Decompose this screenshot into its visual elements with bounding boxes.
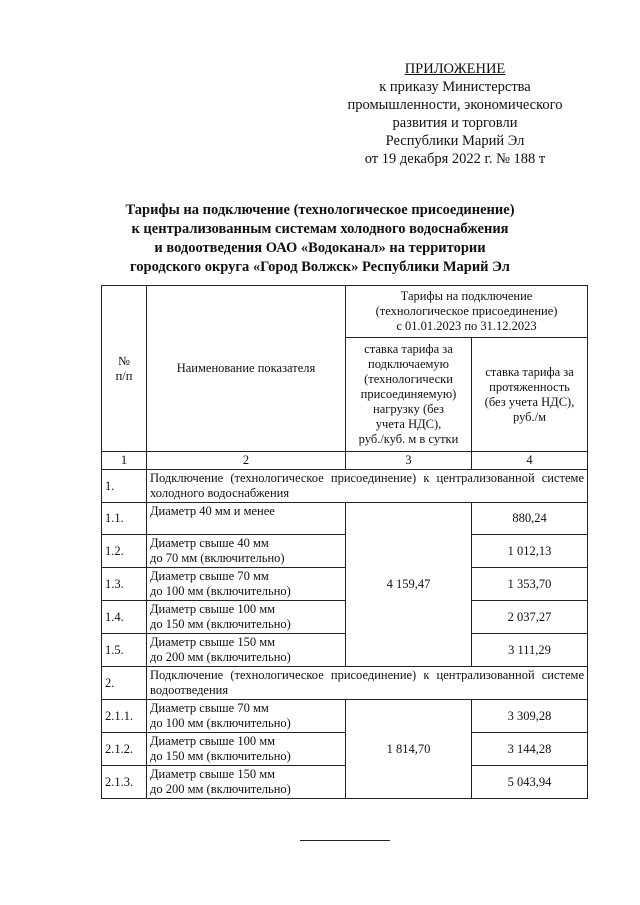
table-row bbox=[102, 634, 588, 667]
table-row bbox=[102, 568, 588, 601]
section-title: Подключение (технологическое присоединение) к централизованной системе водоотведения bbox=[147, 667, 588, 700]
length-rate-cell: 3 111,29 bbox=[472, 634, 588, 667]
table-row bbox=[102, 700, 588, 733]
document-title bbox=[40, 201, 600, 277]
header-load-rate: ставка тарифа за подключаемую (технологически присоединяемую) нагрузку (без учета НДС), руб./куб. м в сутки bbox=[346, 338, 472, 452]
column-number: 3 bbox=[346, 452, 472, 470]
appendix-line: Республики Марий Эл bbox=[385, 133, 525, 149]
length-rate-cell: 2 037,27 bbox=[472, 601, 588, 634]
row-name: Диаметр 40 мм и менее bbox=[147, 503, 346, 535]
column-number: 2 bbox=[147, 452, 346, 470]
column-number: 4 bbox=[472, 452, 588, 470]
document-title-line: Тарифы на подключение (технологическое присоединение) bbox=[125, 202, 515, 218]
section-title: Подключение (технологическое присоединение) к централизованной системе холодного водоснабжения bbox=[147, 470, 588, 503]
tariffs-table bbox=[101, 285, 588, 799]
column-number: 1 bbox=[102, 452, 147, 470]
row-name: Диаметр свыше 70 мм до 100 мм (включительно) bbox=[147, 568, 346, 601]
appendix-title: ПРИЛОЖЕНИЕ bbox=[404, 61, 506, 77]
header-length-rate: ставка тарифа за протяженность (без учета НДС), руб./м bbox=[472, 338, 588, 452]
document-title-line: городского округа «Город Волжск» Республики Марий Эл bbox=[130, 259, 510, 275]
row-num: 2.1.3. bbox=[102, 766, 147, 799]
row-num: 1. bbox=[102, 470, 147, 503]
row-name: Диаметр свыше 100 мм до 150 мм (включительно) bbox=[147, 601, 346, 634]
row-name: Диаметр свыше 70 мм до 100 мм (включительно) bbox=[147, 700, 346, 733]
length-rate-cell: 3 144,28 bbox=[472, 733, 588, 766]
row-num: 1.5. bbox=[102, 634, 147, 667]
row-num: 1.3. bbox=[102, 568, 147, 601]
load-rate-cell: 4 159,47 bbox=[346, 503, 472, 667]
row-name: Диаметр свыше 150 мм до 200 мм (включительно) bbox=[147, 634, 346, 667]
row-num: 2.1.1. bbox=[102, 700, 147, 733]
row-name: Диаметр свыше 150 мм до 200 мм (включительно) bbox=[147, 766, 346, 799]
row-num: 2. bbox=[102, 667, 147, 700]
table-header-row bbox=[102, 286, 588, 338]
row-num: 1.1. bbox=[102, 503, 147, 535]
table-row bbox=[102, 535, 588, 568]
row-num: 1.4. bbox=[102, 601, 147, 634]
table-row bbox=[102, 733, 588, 766]
length-rate-cell: 3 309,28 bbox=[472, 700, 588, 733]
appendix-block bbox=[330, 60, 580, 168]
table-row bbox=[102, 601, 588, 634]
table-row bbox=[102, 503, 588, 535]
column-numbers-row bbox=[102, 452, 588, 470]
section-row bbox=[102, 667, 588, 700]
length-rate-cell: 1 353,70 bbox=[472, 568, 588, 601]
appendix-line: к приказу Министерства bbox=[379, 79, 531, 95]
header-num: № п/п bbox=[102, 286, 147, 452]
row-num: 1.2. bbox=[102, 535, 147, 568]
header-name: Наименование показателя bbox=[147, 286, 346, 452]
document-title-line: и водоотведения ОАО «Водоканал» на территории bbox=[154, 240, 486, 256]
appendix-line: развития и торговли bbox=[392, 115, 518, 131]
appendix-line: промышленности, экономического bbox=[347, 97, 563, 113]
section-row bbox=[102, 470, 588, 503]
document-title-line: к централизованным системам холодного водоснабжения bbox=[131, 221, 509, 237]
load-rate-cell: 1 814,70 bbox=[346, 700, 472, 799]
length-rate-cell: 1 012,13 bbox=[472, 535, 588, 568]
length-rate-cell: 880,24 bbox=[472, 503, 588, 535]
row-num: 2.1.2. bbox=[102, 733, 147, 766]
table-row bbox=[102, 766, 588, 799]
footer-divider bbox=[300, 840, 390, 841]
row-name: Диаметр свыше 40 мм до 70 мм (включительно) bbox=[147, 535, 346, 568]
appendix-line: от 19 декабря 2022 г. № 188 т bbox=[364, 151, 546, 167]
header-tariff-group: Тарифы на подключение (технологическое присоединение) с 01.01.2023 по 31.12.2023 bbox=[346, 286, 588, 338]
length-rate-cell: 5 043,94 bbox=[472, 766, 588, 799]
row-name: Диаметр свыше 100 мм до 150 мм (включительно) bbox=[147, 733, 346, 766]
